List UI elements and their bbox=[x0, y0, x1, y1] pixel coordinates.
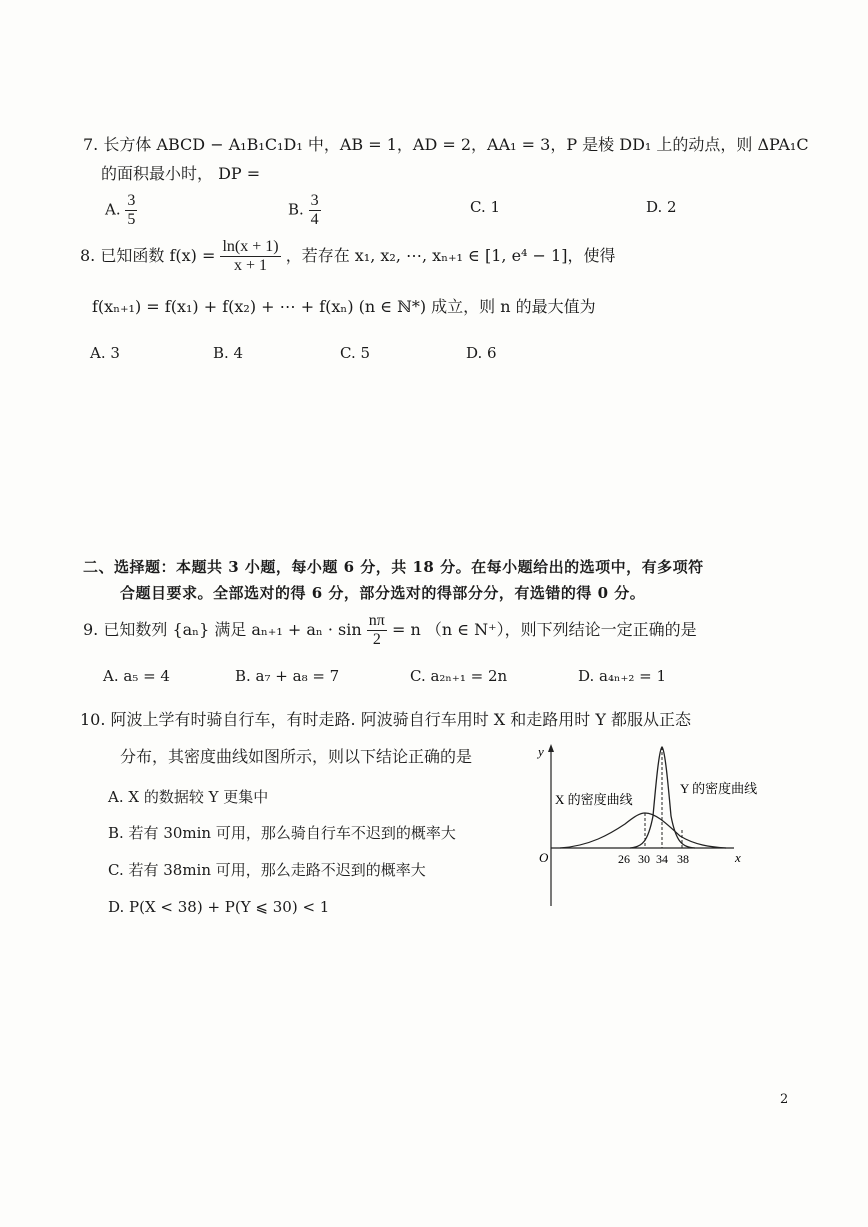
q7-option-c: C. 1 bbox=[470, 198, 501, 216]
q9-option-a: A. a₅ = 4 bbox=[103, 667, 170, 685]
q7-option-a-label: A. bbox=[105, 200, 121, 219]
q7-option-b-fraction bbox=[309, 192, 321, 229]
q9-suffix: = n （n ∈ N⁺），则下列结论一定正确的是 bbox=[391, 620, 697, 639]
tick-26: 26 bbox=[618, 852, 630, 866]
q9-option-b: B. a₇ + a₈ = 7 bbox=[235, 667, 340, 685]
q7-option-a-fraction bbox=[125, 192, 137, 229]
q9-prefix: 9. 已知数列 {aₙ} 满足 aₙ₊₁ + aₙ · sin bbox=[83, 620, 362, 639]
q9-fraction bbox=[367, 612, 387, 649]
q9-fraction-numerator: nπ bbox=[368, 612, 385, 629]
q9-fraction-denominator: 2 bbox=[372, 631, 381, 648]
q9-option-d: D. a₄ₙ₊₂ = 1 bbox=[578, 667, 667, 685]
q8-option-b: B. 4 bbox=[213, 344, 244, 362]
q7-option-b-denominator: 4 bbox=[310, 211, 319, 228]
q7-option-a-denominator: 5 bbox=[127, 211, 136, 228]
q8-option-d: D. 6 bbox=[466, 344, 497, 362]
tick-30: 30 bbox=[638, 852, 650, 866]
q8-prefix: 8. 已知函数 f(x) = bbox=[80, 246, 216, 265]
q7-option-a-numerator: 3 bbox=[127, 192, 136, 209]
y-axis-label: y bbox=[538, 744, 544, 759]
q9-line1 bbox=[83, 612, 697, 649]
q7-option-d: D. 2 bbox=[646, 198, 677, 216]
density-figure bbox=[530, 738, 770, 910]
q8-option-a: A. 3 bbox=[90, 344, 120, 362]
origin-label: O bbox=[539, 850, 549, 865]
section2-line2: 合题目要求。全部选对的得 6 分，部分选对的得部分分，有选错的得 0 分。 bbox=[120, 584, 646, 602]
q10-option-c: C. 若有 38min 可用，那么走路不迟到的概率大 bbox=[108, 861, 426, 879]
q8-fraction-numerator: ln(x + 1) bbox=[222, 238, 279, 255]
y-curve-label: Y 的密度曲线 bbox=[680, 781, 758, 796]
q10-option-b: B. 若有 30min 可用，那么骑自行车不迟到的概率大 bbox=[108, 824, 456, 842]
q7-option-b-label: B. bbox=[288, 200, 304, 219]
q8-fraction bbox=[220, 238, 280, 275]
q10-option-a: A. X 的数据较 Y 更集中 bbox=[108, 788, 269, 806]
q8-line1 bbox=[80, 238, 615, 275]
q7-option-a bbox=[105, 192, 137, 229]
section2-line1: 二、选择题：本题共 3 小题，每小题 6 分，共 18 分。在每小题给出的选项中，有多项符 bbox=[83, 558, 704, 576]
q7-line1: 7. 长方体 ABCD − A₁B₁C₁D₁ 中，AB = 1，AD = 2，AA₁ = 3，P 是棱 DD₁ 上的动点，则 ΔPA₁C bbox=[83, 135, 809, 154]
page-number: 2 bbox=[780, 1092, 789, 1107]
q7-option-b-numerator: 3 bbox=[310, 192, 319, 209]
tick-34: 34 bbox=[656, 852, 668, 866]
q10-line2: 分布，其密度曲线如图所示，则以下结论正确的是 bbox=[120, 747, 473, 766]
q7-line2: 的面积最小时， DP = bbox=[101, 164, 261, 183]
q8-fraction-denominator: x + 1 bbox=[234, 257, 268, 274]
q8-option-c: C. 5 bbox=[340, 344, 371, 362]
q7-option-b bbox=[288, 192, 321, 229]
x-curve-label: X 的密度曲线 bbox=[555, 792, 633, 807]
tick-38: 38 bbox=[677, 852, 689, 866]
y-axis-arrow-icon bbox=[548, 744, 554, 752]
q8-line2: f(xₙ₊₁) = f(x₁) + f(x₂) + ⋯ + f(xₙ) (n ∈ ℕ*) 成立，则 n 的最大值为 bbox=[92, 297, 596, 316]
q8-suffix: ，若存在 x₁, x₂, ⋯, xₙ₊₁ ∈ [1, e⁴ − 1]，使得 bbox=[285, 246, 616, 265]
x-axis-label: x bbox=[735, 850, 741, 865]
q10-line1: 10. 阿波上学有时骑自行车，有时走路. 阿波骑自行车用时 X 和走路用时 Y 都服从正态 bbox=[80, 710, 692, 729]
q10-option-d: D. P(X < 38) + P(Y ⩽ 30) < 1 bbox=[108, 898, 330, 916]
q9-option-c: C. a₂ₙ₊₁ = 2n bbox=[410, 667, 508, 685]
